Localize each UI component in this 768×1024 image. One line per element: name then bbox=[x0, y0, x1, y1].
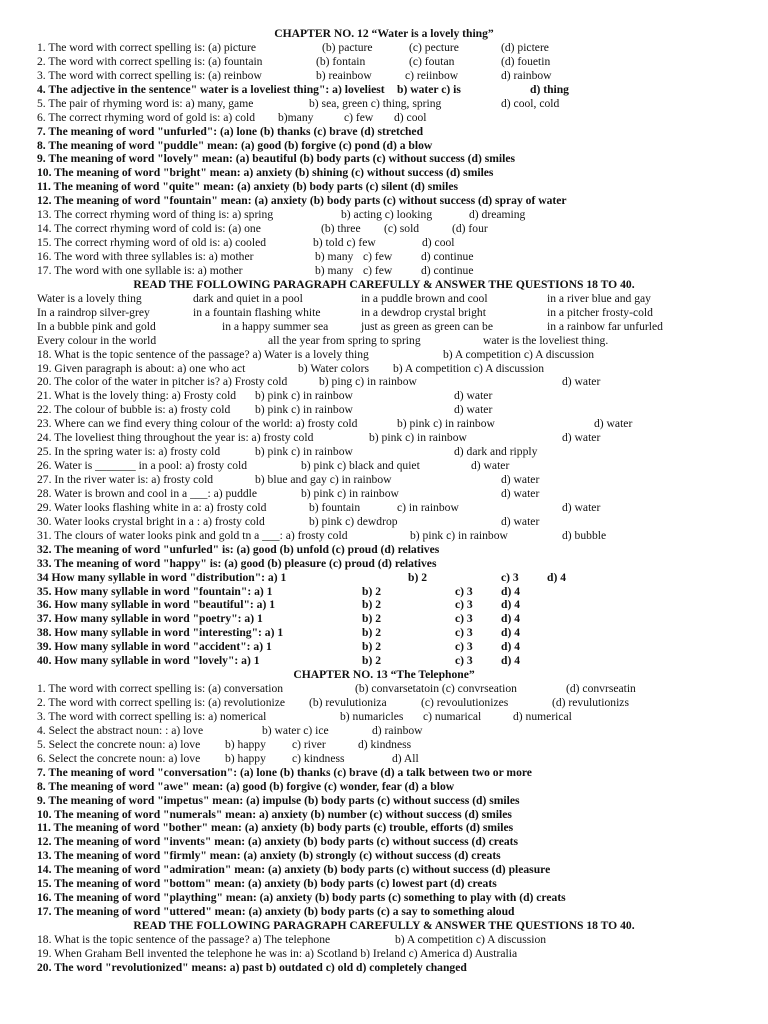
question-text: 10. The meaning of word "numerals" mean: a) anxiety (b) number (c) without success (d) smiles bbox=[37, 807, 512, 821]
answer-option: c) 3 bbox=[455, 626, 473, 640]
answer-option: dark and quiet in a pool bbox=[193, 291, 303, 305]
question-line bbox=[0, 334, 768, 348]
question-text: 13. The correct rhyming word of thing is: a) spring bbox=[37, 208, 274, 222]
question-line bbox=[0, 835, 768, 849]
answer-option: d) thing bbox=[530, 82, 569, 96]
answer-option: c) 3 bbox=[455, 612, 473, 626]
question-line bbox=[0, 808, 768, 822]
question-line bbox=[0, 529, 768, 543]
question-line bbox=[0, 389, 768, 403]
answer-option: d) 4 bbox=[501, 626, 521, 640]
chapter-12-questions-1-17 bbox=[0, 41, 768, 278]
answer-option: b) water c) is bbox=[397, 82, 461, 96]
answer-option: d) water bbox=[562, 375, 601, 389]
question-line bbox=[0, 111, 768, 125]
answer-option: c) 3 bbox=[455, 654, 473, 668]
answer-option: c) in rainbow bbox=[397, 500, 459, 514]
answer-option: (d) pictere bbox=[501, 40, 549, 54]
question-line bbox=[0, 501, 768, 515]
answer-option: d) water bbox=[501, 473, 540, 486]
answer-option: d) 4 bbox=[501, 598, 521, 612]
question-text: 35. How many syllable in word "fountain": a) 1 bbox=[37, 584, 273, 598]
question-text: 33. The meaning of word "happy" is: (a) good (b) pleasure (c) proud (d) relatives bbox=[37, 556, 437, 570]
answer-option: b) many bbox=[315, 250, 354, 263]
question-text: 24. The loveliest thing throughout the year is: a) frosty cold bbox=[37, 431, 314, 445]
question-text: 36. How many syllable in word "beautiful": a) 1 bbox=[37, 598, 276, 612]
question-line bbox=[0, 69, 768, 83]
answer-option: b) 2 bbox=[408, 570, 428, 584]
answer-option: b) acting c) looking bbox=[341, 208, 433, 222]
answer-option: d) cool bbox=[422, 236, 455, 250]
answer-option: b) A competition c) A discussion bbox=[395, 932, 547, 946]
answer-option: b) pink c) in rainbow bbox=[255, 403, 353, 417]
answer-option: b) Water colors bbox=[298, 361, 369, 375]
question-text: 40. How many syllable in word "lovely": a) 1 bbox=[37, 654, 260, 668]
question-line bbox=[0, 863, 768, 877]
question-text: 14. The meaning of word "admiration" mean: (a) anxiety (b) body parts (c) without success (d) pleasure bbox=[37, 863, 551, 877]
chapter-13-title: CHAPTER NO. 13 “The Telephone” bbox=[293, 668, 475, 682]
answer-option: (c) revoulutionizes bbox=[421, 696, 509, 709]
question-text: 12. The meaning of word "invents" mean: (a) anxiety (b) body parts (c) without success (d) creats bbox=[37, 835, 519, 849]
answer-option: (d) revulutionizs bbox=[552, 696, 629, 709]
answer-option: (d) fouetin bbox=[501, 54, 551, 68]
answer-option: c) river bbox=[292, 737, 326, 751]
question-line bbox=[0, 738, 768, 752]
answer-option: in a happy summer sea bbox=[222, 319, 329, 333]
answer-option: (b) revulutioniza bbox=[309, 696, 387, 709]
answer-option: just as green as green can be bbox=[361, 319, 493, 333]
question-line bbox=[0, 375, 768, 389]
answer-option: c) 3 bbox=[455, 598, 473, 612]
answer-option: (b) three bbox=[321, 222, 361, 236]
question-text: 6. The correct rhyming word of gold is: a) cold bbox=[37, 110, 256, 124]
question-text: 17. The meaning of word "uttered" mean: (a) anxiety (b) body parts (c) a say to something aloud bbox=[37, 905, 515, 919]
answer-option: (c) foutan bbox=[409, 54, 455, 68]
answer-option: in a fountain flashing white bbox=[193, 305, 321, 319]
answer-option: b) 2 bbox=[362, 612, 382, 626]
answer-option: b) happy bbox=[225, 751, 266, 765]
question-text: 4. Select the abstract noun: : a) love bbox=[37, 723, 204, 737]
answer-option: d) water bbox=[501, 514, 540, 528]
answer-option: d) kindness bbox=[358, 737, 412, 751]
question-text: 34 How many syllable in word "distribution": a) 1 bbox=[37, 570, 287, 584]
question-line bbox=[0, 766, 768, 780]
question-text: In a raindrop silver-grey bbox=[37, 305, 150, 319]
answer-option: b) numaricles bbox=[340, 709, 404, 723]
answer-option: in a rainbow far unfurled bbox=[547, 319, 663, 333]
answer-option: c) 3 bbox=[501, 570, 519, 584]
question-line bbox=[0, 612, 768, 626]
question-line bbox=[0, 41, 768, 55]
answer-option: c) few bbox=[363, 250, 393, 263]
question-line bbox=[0, 417, 768, 431]
answer-option: in a dewdrop crystal bright bbox=[361, 305, 486, 319]
answer-option: b) pink c) in rainbow bbox=[410, 528, 508, 542]
answer-option: (d) convrseatin bbox=[566, 682, 636, 696]
answer-option: d) numerical bbox=[513, 709, 572, 723]
answer-option: c) numarical bbox=[423, 709, 482, 723]
question-line bbox=[0, 710, 768, 724]
question-text: 29. Water looks flashing white in a: a) frosty cold bbox=[37, 500, 267, 514]
question-text: 37. How many syllable in word "poetry": a) 1 bbox=[37, 612, 263, 626]
answer-option: d) water bbox=[562, 431, 601, 445]
answer-option: all the year from spring to spring bbox=[268, 333, 421, 347]
answer-option: d) dreaming bbox=[469, 208, 526, 222]
answer-option: c) kindness bbox=[292, 751, 345, 765]
question-text: 21. What is the lovely thing: a) Frosty cold bbox=[37, 389, 237, 403]
question-text: 16. The meaning of word "plaything" mean: (a) anxiety (b) body parts (c) something to play with (d) creats bbox=[37, 891, 566, 905]
question-line bbox=[0, 152, 768, 166]
question-text: Every colour in the world bbox=[37, 333, 157, 347]
answer-option: b) told c) few bbox=[313, 236, 376, 250]
question-text: 9. The meaning of word "impetus" mean: (a) impulse (b) body parts (c) without success (d) smiles bbox=[37, 793, 520, 807]
answer-option: b) 2 bbox=[362, 584, 382, 598]
question-text: 11. The meaning of word "bother" mean: (a) anxiety (b) body parts (c) trouble, efforts (d) smiles bbox=[37, 821, 514, 835]
answer-option: (b) fontain bbox=[316, 54, 366, 68]
question-text: 2. The word with correct spelling is: (a) fountain bbox=[37, 54, 263, 68]
question-text: 23. Where can we find every thing colour of the world: a) frosty cold bbox=[37, 417, 358, 431]
chapter-12-read-heading: READ THE FOLLOWING PARAGRAPH CAREFULLY & ANSWER THE QUESTIONS 18 TO 40. bbox=[133, 277, 635, 291]
question-line bbox=[0, 264, 768, 278]
question-line bbox=[0, 166, 768, 180]
question-text: In a bubble pink and gold bbox=[37, 319, 156, 333]
question-line bbox=[0, 696, 768, 710]
question-line bbox=[0, 598, 768, 612]
question-line bbox=[0, 222, 768, 236]
chapter-12-poem bbox=[0, 292, 768, 348]
answer-option: (b) convarsetatoin (c) convrseation bbox=[355, 682, 517, 696]
answer-option: b) pink c) in rainbow bbox=[301, 486, 399, 500]
question-text: 4. The adjective in the sentence" water is a loveliest thing": a) loveliest bbox=[37, 82, 385, 96]
question-text: 30. Water looks crystal bright in a : a) frosty cold bbox=[37, 514, 265, 528]
chapter-12-questions-18-31 bbox=[0, 348, 768, 543]
answer-option: c) 3 bbox=[455, 640, 473, 654]
question-line bbox=[0, 125, 768, 139]
question-line bbox=[0, 139, 768, 153]
question-text: 27. In the river water is: a) frosty cold bbox=[37, 473, 214, 486]
answer-option: b) water c) ice bbox=[262, 723, 329, 737]
answer-option: (d) four bbox=[452, 222, 488, 236]
question-text: 10. The meaning of word "bright" mean: a) anxiety (b) shining (c) without success (d) smiles bbox=[37, 166, 494, 180]
question-text: 1. The word with correct spelling is: (a) picture bbox=[37, 40, 257, 54]
answer-option: in a river blue and gay bbox=[547, 291, 651, 305]
question-text: 14. The correct rhyming word of cold is: (a) one bbox=[37, 222, 261, 236]
answer-option: b) pink c) black and quiet bbox=[301, 459, 420, 473]
question-text: 19. When Graham Bell invented the telephone he was in: a) Scotland b) Ireland c) America d) Australia bbox=[37, 946, 518, 960]
question-text: 7. The meaning of word "unfurled": (a) lone (b) thanks (c) brave (d) stretched bbox=[37, 124, 424, 138]
question-text: 8. The meaning of word "puddle" mean: (a) good (b) forgive (c) pond (d) a blow bbox=[37, 138, 433, 152]
answer-option: b) 2 bbox=[362, 626, 382, 640]
question-text: 8. The meaning of word "awe" mean: (a) good (b) forgive (c) wonder, fear (d) a blow bbox=[37, 779, 455, 793]
answer-option: b) 2 bbox=[362, 640, 382, 654]
question-text: 18. What is the topic sentence of the passage? a) Water is a lovely thing bbox=[37, 347, 369, 361]
question-line bbox=[0, 445, 768, 459]
answer-option: b) pink c) in rainbow bbox=[397, 417, 495, 431]
question-line bbox=[0, 877, 768, 891]
question-line bbox=[0, 571, 768, 585]
answer-option: b) ping c) in rainbow bbox=[319, 375, 417, 389]
question-text: 17. The word with one syllable is: a) mother bbox=[37, 263, 243, 277]
question-text: 19. Given paragraph is about: a) one who act bbox=[37, 361, 246, 375]
question-line bbox=[0, 97, 768, 111]
answer-option: d) water bbox=[594, 417, 633, 431]
question-line bbox=[0, 459, 768, 473]
question-text: 3. The word with correct spelling is: (a) reinbow bbox=[37, 68, 262, 82]
answer-option: b) many bbox=[315, 263, 354, 277]
answer-option: d) All bbox=[392, 751, 419, 765]
chapter-12-questions-32-40 bbox=[0, 543, 768, 668]
question-text: 39. How many syllable in word "accident": a) 1 bbox=[37, 640, 272, 654]
question-line bbox=[0, 180, 768, 194]
answer-option: d) rainbow bbox=[372, 723, 423, 737]
question-text: 32. The meaning of word "unfurled" is: (a) good (b) unfold (c) proud (d) relatives bbox=[37, 542, 440, 556]
answer-option: in a pitcher frosty-cold bbox=[547, 305, 653, 319]
question-line bbox=[0, 208, 768, 222]
question-text: 25. In the spring water is: a) frosty cold bbox=[37, 445, 221, 459]
answer-option: in a puddle brown and cool bbox=[361, 291, 488, 305]
answer-option: c) few bbox=[344, 110, 374, 124]
answer-option: c) reiinbow bbox=[405, 68, 459, 82]
answer-option: b) 2 bbox=[362, 654, 382, 668]
question-text: 9. The meaning of word "lovely" mean: (a) beautiful (b) body parts (c) without success (d) smiles bbox=[37, 152, 516, 166]
answer-option: b) pink c) dewdrop bbox=[309, 514, 398, 528]
answer-option: d) bubble bbox=[562, 528, 607, 542]
question-line bbox=[0, 362, 768, 376]
question-line bbox=[0, 905, 768, 919]
chapter-12-title: CHAPTER NO. 12 “Water is a lovely thing” bbox=[274, 27, 494, 40]
question-text: 18. What is the topic sentence of the passage? a) The telephone bbox=[37, 932, 331, 946]
question-line bbox=[0, 515, 768, 529]
question-text: 2. The word with correct spelling is: (a) revolutionize bbox=[37, 696, 286, 709]
question-line bbox=[0, 306, 768, 320]
question-line bbox=[0, 682, 768, 696]
answer-option: (c) pecture bbox=[409, 40, 459, 54]
answer-option: d) cool, cold bbox=[501, 96, 560, 110]
question-line bbox=[0, 724, 768, 738]
question-line bbox=[0, 320, 768, 334]
question-line bbox=[0, 431, 768, 445]
question-line bbox=[0, 891, 768, 905]
answer-option: (b) pacture bbox=[322, 40, 373, 54]
answer-option: b)many bbox=[278, 110, 314, 124]
question-text: 11. The meaning of word "quite" mean: (a) anxiety (b) body parts (c) silent (d) smiles bbox=[37, 180, 459, 194]
answer-option: d) water bbox=[562, 500, 601, 514]
question-text: 1. The word with correct spelling is: (a) conversation bbox=[37, 682, 284, 696]
answer-option: b) A competition c) A discussion bbox=[443, 347, 595, 361]
chapter-13-questions-18-20 bbox=[0, 933, 768, 975]
chapter-13-read-heading: READ THE FOLLOWING PARAGRAPH CAREFULLY & ANSWER THE QUESTIONS 18 TO 40. bbox=[133, 919, 635, 932]
chapter-13-questions-1-17 bbox=[0, 682, 768, 919]
question-text: 5. Select the concrete noun: a) love bbox=[37, 737, 201, 751]
answer-option: d) cool bbox=[394, 110, 427, 124]
answer-option: d) 4 bbox=[501, 654, 521, 668]
question-line bbox=[0, 752, 768, 766]
question-line bbox=[0, 487, 768, 501]
answer-option: c) 3 bbox=[455, 584, 473, 598]
question-line bbox=[0, 348, 768, 362]
answer-option: b) pink c) in rainbow bbox=[255, 445, 353, 459]
question-text: 5. The pair of rhyming word is: a) many, game bbox=[37, 96, 254, 110]
answer-option: b) reainbow bbox=[316, 68, 372, 82]
answer-option: d) water bbox=[454, 403, 493, 417]
answer-option: d) 4 bbox=[501, 640, 521, 654]
question-line bbox=[0, 654, 768, 668]
question-line bbox=[0, 236, 768, 250]
question-text: 20. The color of the water in pitcher is? a) Frosty cold bbox=[37, 375, 288, 389]
answer-option: c) few bbox=[363, 263, 393, 277]
question-text: 28. Water is brown and cool in a ___: a) puddle bbox=[37, 486, 258, 500]
answer-option: d) dark and ripply bbox=[454, 445, 538, 459]
answer-option: (c) sold bbox=[384, 222, 420, 236]
answer-option: d) water bbox=[501, 486, 540, 500]
question-line bbox=[0, 55, 768, 69]
question-line bbox=[0, 292, 768, 306]
question-line bbox=[0, 794, 768, 808]
answer-option: d) water bbox=[471, 459, 510, 473]
question-line bbox=[0, 821, 768, 835]
answer-option: water is the loveliest thing. bbox=[483, 333, 609, 347]
question-line bbox=[0, 780, 768, 794]
question-line bbox=[0, 83, 768, 97]
answer-option: b) A competition c) A discussion bbox=[393, 361, 545, 375]
answer-option: d) water bbox=[454, 389, 493, 403]
question-line bbox=[0, 473, 768, 487]
question-line bbox=[0, 640, 768, 654]
question-text: 6. Select the concrete noun: a) love bbox=[37, 751, 201, 765]
question-text: 7. The meaning of word "conversation": (a) lone (b) thanks (c) brave (d) a talk between two or more bbox=[37, 765, 532, 779]
answer-option: d) 4 bbox=[501, 584, 521, 598]
answer-option: d) continue bbox=[421, 250, 474, 263]
answer-option: b) 2 bbox=[362, 598, 382, 612]
question-line bbox=[0, 849, 768, 863]
question-line bbox=[0, 194, 768, 208]
question-text: 38. How many syllable in word "interesting": a) 1 bbox=[37, 626, 284, 640]
question-line bbox=[0, 961, 768, 975]
question-text: 26. Water is _______ in a pool: a) frosty cold bbox=[37, 459, 248, 473]
answer-option: d) 4 bbox=[501, 612, 521, 626]
question-text: 15. The correct rhyming word of old is: a) cooled bbox=[37, 236, 267, 250]
answer-option: b) sea, green c) thing, spring bbox=[309, 96, 442, 110]
question-text: Water is a lovely thing bbox=[37, 291, 142, 305]
answer-option: b) blue and gay c) in rainbow bbox=[255, 473, 392, 486]
question-line bbox=[0, 557, 768, 571]
question-line bbox=[0, 403, 768, 417]
answer-option: b) pink c) in rainbow bbox=[255, 389, 353, 403]
question-text: 12. The meaning of word "fountain" mean: (a) anxiety (b) body parts (c) without success (d) spray of water bbox=[37, 194, 567, 208]
question-line bbox=[0, 626, 768, 640]
answer-option: b) happy bbox=[225, 737, 266, 751]
question-text: 20. The word "revolutionized" means: a) past b) outdated c) old d) completely changed bbox=[37, 960, 467, 974]
answer-option: d) rainbow bbox=[501, 68, 552, 82]
question-line bbox=[0, 250, 768, 264]
answer-option: b) pink c) in rainbow bbox=[369, 431, 467, 445]
answer-option: d) continue bbox=[421, 263, 474, 277]
answer-option: b) fountain bbox=[309, 500, 361, 514]
question-text: 15. The meaning of word "bottom" mean: (a) anxiety (b) body parts (c) lowest part (d) creats bbox=[37, 877, 497, 891]
question-text: 3. The word with correct spelling is: a) nomerical bbox=[37, 709, 267, 723]
question-text: 31. The clours of water looks pink and gold tn a ___: a) frosty cold bbox=[37, 528, 348, 542]
question-text: 22. The colour of bubble is: a) frosty cold bbox=[37, 403, 231, 417]
question-line bbox=[0, 585, 768, 599]
answer-option: d) 4 bbox=[547, 570, 567, 584]
question-line bbox=[0, 947, 768, 961]
question-line bbox=[0, 543, 768, 557]
question-text: 16. The word with three syllables is: a) mother bbox=[37, 250, 254, 263]
question-text: 13. The meaning of word "firmly" mean: (a) anxiety (b) strongly (c) without success (d) creats bbox=[37, 849, 501, 863]
question-line bbox=[0, 933, 768, 947]
